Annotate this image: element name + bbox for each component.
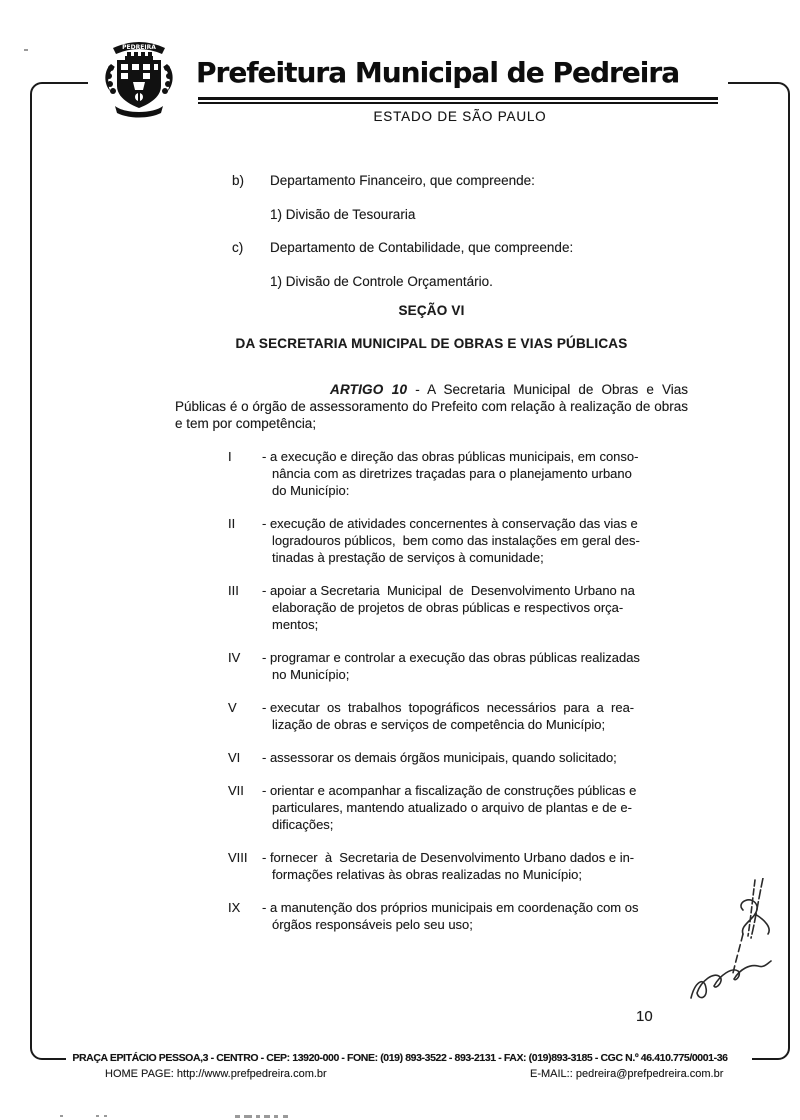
scan-artifact (274, 1115, 278, 1118)
clause-numeral: IX (228, 900, 241, 915)
clause-numeral: IV (228, 650, 241, 665)
footer-address-line: PRAÇA EPITÁCIO PESSOA,3 - CENTRO - CEP: 13920-000 - FONE: (019) 893-3522 - 893-2131 - FAX: (019)893-3185 - CGC N.º 46.410.775/0001-36 (72, 1052, 728, 1064)
list-item (232, 206, 702, 223)
clause-numeral: V (228, 700, 237, 715)
clause-row (228, 515, 690, 566)
item-label (232, 206, 270, 223)
scan-artifact (24, 49, 28, 51)
title-underline-thin (198, 102, 718, 104)
clause-text: - a manutenção dos próprios municipais em coordenação com os órgãos responsáveis pelo seu uso; (262, 900, 639, 932)
item-label (232, 273, 270, 290)
scan-artifact (235, 1115, 240, 1118)
clause-row (228, 448, 690, 499)
item-label: c) (232, 240, 244, 255)
clause-row (228, 899, 690, 933)
clause-row (228, 749, 690, 766)
section-subheading: DA SECRETARIA MUNICIPAL DE OBRAS E VIAS PÚBLICAS (235, 336, 628, 351)
item-text: 1) Divisão de Tesouraria (270, 206, 416, 222)
clause-row (228, 849, 690, 883)
section-heading: SEÇÃO VI (398, 303, 465, 318)
scan-artifact (283, 1115, 288, 1118)
clause-text: - apoiar a Secretaria Municipal de Desenvolvimento Urbano na elaboração de projetos de obras públicas e respectivos orça- mentos; (262, 583, 635, 632)
state-subtitle: ESTADO DE SÃO PAULO (373, 109, 547, 124)
clause-row (228, 782, 690, 833)
clause-row (228, 699, 690, 733)
scan-artifact (244, 1115, 252, 1118)
clause-row (228, 649, 690, 683)
title-underline-thick (198, 97, 718, 100)
item-text: Departamento de Contabilidade, que compreende: (270, 240, 574, 255)
svg-text:PEDREIRA: PEDREIRA (122, 44, 156, 51)
clause-numeral: VI (228, 750, 241, 765)
clause-numeral: III (228, 583, 239, 598)
footer-email: E-MAIL:: pedreira@prefpedreira.com.br (530, 1068, 724, 1080)
scan-artifact (256, 1115, 260, 1118)
scan-artifact (264, 1115, 270, 1118)
clause-text: - orientar e acompanhar a fiscalização de construções públicas e particulares, mantendo atualizado o arquivo de plantas e de e- dificações; (262, 783, 637, 832)
clause-text: - execução de atividades concernentes à conservação das vias e logradouros públicos, bem como das instalações em geral des- tinadas à prestação de serviços à comunidade; (262, 516, 640, 565)
clause-text: - executar os trabalhos topográficos necessários para a rea- lização de obras e serviços de competência do Município; (262, 700, 635, 732)
clause-numeral: VII (228, 783, 244, 798)
signature-squiggle-icon (685, 958, 775, 1008)
item-label: b) (232, 173, 245, 188)
clause-text: - fornecer à Secretaria de Desenvolvimento Urbano dados e in- formações relativas às obras realizadas no Município; (262, 850, 635, 882)
svg-text:PEDREIRA: PEDREIRA (127, 113, 151, 118)
clause-numeral: I (228, 449, 232, 464)
article-paragraph (175, 381, 688, 432)
scan-artifact (104, 1115, 107, 1117)
coat-of-arms-logo (103, 40, 175, 120)
footer-homepage: HOME PAGE: http://www.prefpedreira.com.br (105, 1068, 327, 1080)
page-title: Prefeitura Municipal de Pedreira (196, 56, 680, 89)
clause-text: - assessorar os demais órgãos municipais, quando solicitado; (262, 750, 617, 765)
page-number: 10 (636, 1008, 653, 1025)
article-text: - A Secretaria Municipal de Obras e Vias Públicas é o órgão de assessoramento do Prefeito com relação à realização de obras e tem por competência; (175, 382, 688, 431)
item-text: 1) Divisão de Controle Orçamentário. (270, 273, 493, 289)
clause-text: - a execução e direção das obras públicas municipais, em conso- nância com as diretrizes traçadas para o planejamento urbano do Município: (262, 449, 639, 498)
clause-text: - programar e controlar a execução das obras públicas realizadas no Município; (262, 650, 640, 682)
scan-artifact (60, 1115, 63, 1117)
department-list (232, 172, 702, 306)
article-label: ARTIGO 10 (330, 382, 408, 397)
clause-row (228, 582, 690, 633)
scan-artifact (96, 1115, 99, 1117)
list-item (232, 273, 702, 290)
clause-list (228, 448, 690, 949)
clause-numeral: II (228, 516, 236, 531)
list-item (232, 172, 702, 189)
clause-numeral: VIII (228, 850, 248, 865)
list-item (232, 239, 702, 256)
item-text: Departamento Financeiro, que compreende: (270, 173, 535, 188)
